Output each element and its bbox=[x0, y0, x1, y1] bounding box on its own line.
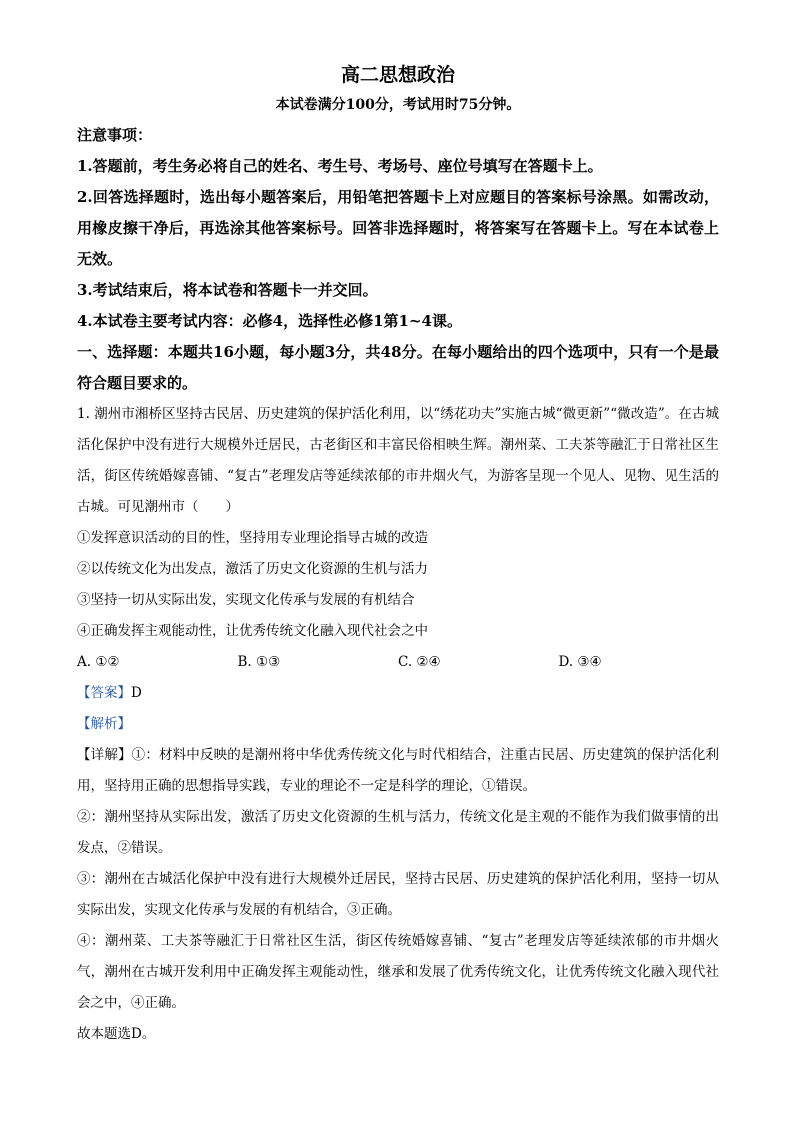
choice-d: D. ③④ bbox=[558, 654, 602, 670]
notice-heading: 注意事项： bbox=[77, 126, 153, 144]
statement-3: ③坚持一切从实际出发，实现文化传承与发展的有机结合 bbox=[77, 592, 415, 608]
question-stem: 1. 潮州市湘桥区坚持古民居、历史建筑的保护活化利用，以“绣花功夫”实施古城“微更新”“微改造”。在古城活化保护中没有进行大规模外迁居民，古老街区和丰富民俗相映生辉。潮州菜、工夫茶等融汇于日常社区生活，街区传统婚嫁喜铺、“复古”老理发店等延续浓郁的市井烟火气，为游客呈现一个见人、见物、见生活的古城。可见潮州市（ ） bbox=[77, 406, 719, 515]
page-subtitle: 本试卷满分100分，考试用时75分钟。 bbox=[275, 97, 521, 113]
detail-2: ②：潮州坚持从实际出发，激活了历史文化资源的生机与活力，传统文化是主观的不能作为我们做事情的出发点，②错误。 bbox=[77, 809, 719, 856]
notice-item-4: 4.本试卷主要考试内容：必修4，选择性必修1第1~4课。 bbox=[77, 312, 462, 330]
statement-2: ②以传统文化为出发点，激活了历史文化资源的生机与活力 bbox=[77, 561, 428, 577]
analysis-line bbox=[77, 709, 719, 740]
answer-line bbox=[77, 678, 719, 709]
exam-page bbox=[77, 62, 719, 1050]
detail-1 bbox=[77, 740, 719, 802]
choice-a: A. ①② bbox=[77, 654, 120, 670]
notice-item-3: 3.考试结束后，将本试卷和答题卡一并交回。 bbox=[77, 281, 378, 299]
detail-1-text: ①：材料中反映的是潮州将中华优秀传统文化与时代相结合，注重古民居、历史建筑的保护活化利用，坚持用正确的思想指导实践，专业的理论不一定是科学的理论，①错误。 bbox=[77, 747, 720, 794]
statement-4: ④正确发挥主观能动性，让优秀传统文化融入现代社会之中 bbox=[77, 623, 428, 639]
answer-label: 【答案】 bbox=[77, 685, 131, 701]
page-title: 高二思想政治 bbox=[340, 64, 455, 86]
section-heading: 一、选择题：本题共16小题，每小题3分，共48分。在每小题给出的四个选项中，只有一个是最符合题目要求的。 bbox=[77, 343, 719, 392]
analysis-label: 【解析】 bbox=[77, 716, 131, 732]
notice-item-2: 2.回答选择题时，选出每小题答案后，用铅笔把答题卡上对应题目的答案标号涂黑。如需改动，用橡皮擦干净后，再选涂其他答案标号。回答非选择题时，将答案写在答题卡上。写在本试卷上无效。 bbox=[77, 188, 719, 268]
answer-choices bbox=[77, 647, 719, 678]
conclusion: 故本题选D。 bbox=[77, 1026, 156, 1042]
notice-item-1: 1.答题前，考生务必将自己的姓名、考生号、考场号、座位号填写在答题卡上。 bbox=[77, 157, 603, 175]
choice-c: C. ②④ bbox=[398, 654, 441, 670]
detail-label: 【详解】 bbox=[77, 747, 132, 763]
answer-value: D bbox=[131, 685, 142, 701]
detail-4: ④：潮州菜、工夫茶等融汇于日常社区生活，街区传统婚嫁喜铺、“复古”老理发店等延续浓郁的市井烟火气，潮州在古城开发利用中正确发挥主观能动性，继承和发展了优秀传统文化，让优秀传统文化融入现代社会之中，④正确。 bbox=[77, 933, 719, 1011]
detail-3: ③：潮州在古城活化保护中没有进行大规模外迁居民，坚持古民居、历史建筑的保护活化利用，坚持一切从实际出发，实现文化传承与发展的有机结合，③正确。 bbox=[77, 871, 719, 918]
statement-1: ①发挥意识活动的目的性，坚持用专业理论指导古城的改造 bbox=[77, 530, 428, 546]
choice-b: B. ①③ bbox=[237, 654, 281, 670]
